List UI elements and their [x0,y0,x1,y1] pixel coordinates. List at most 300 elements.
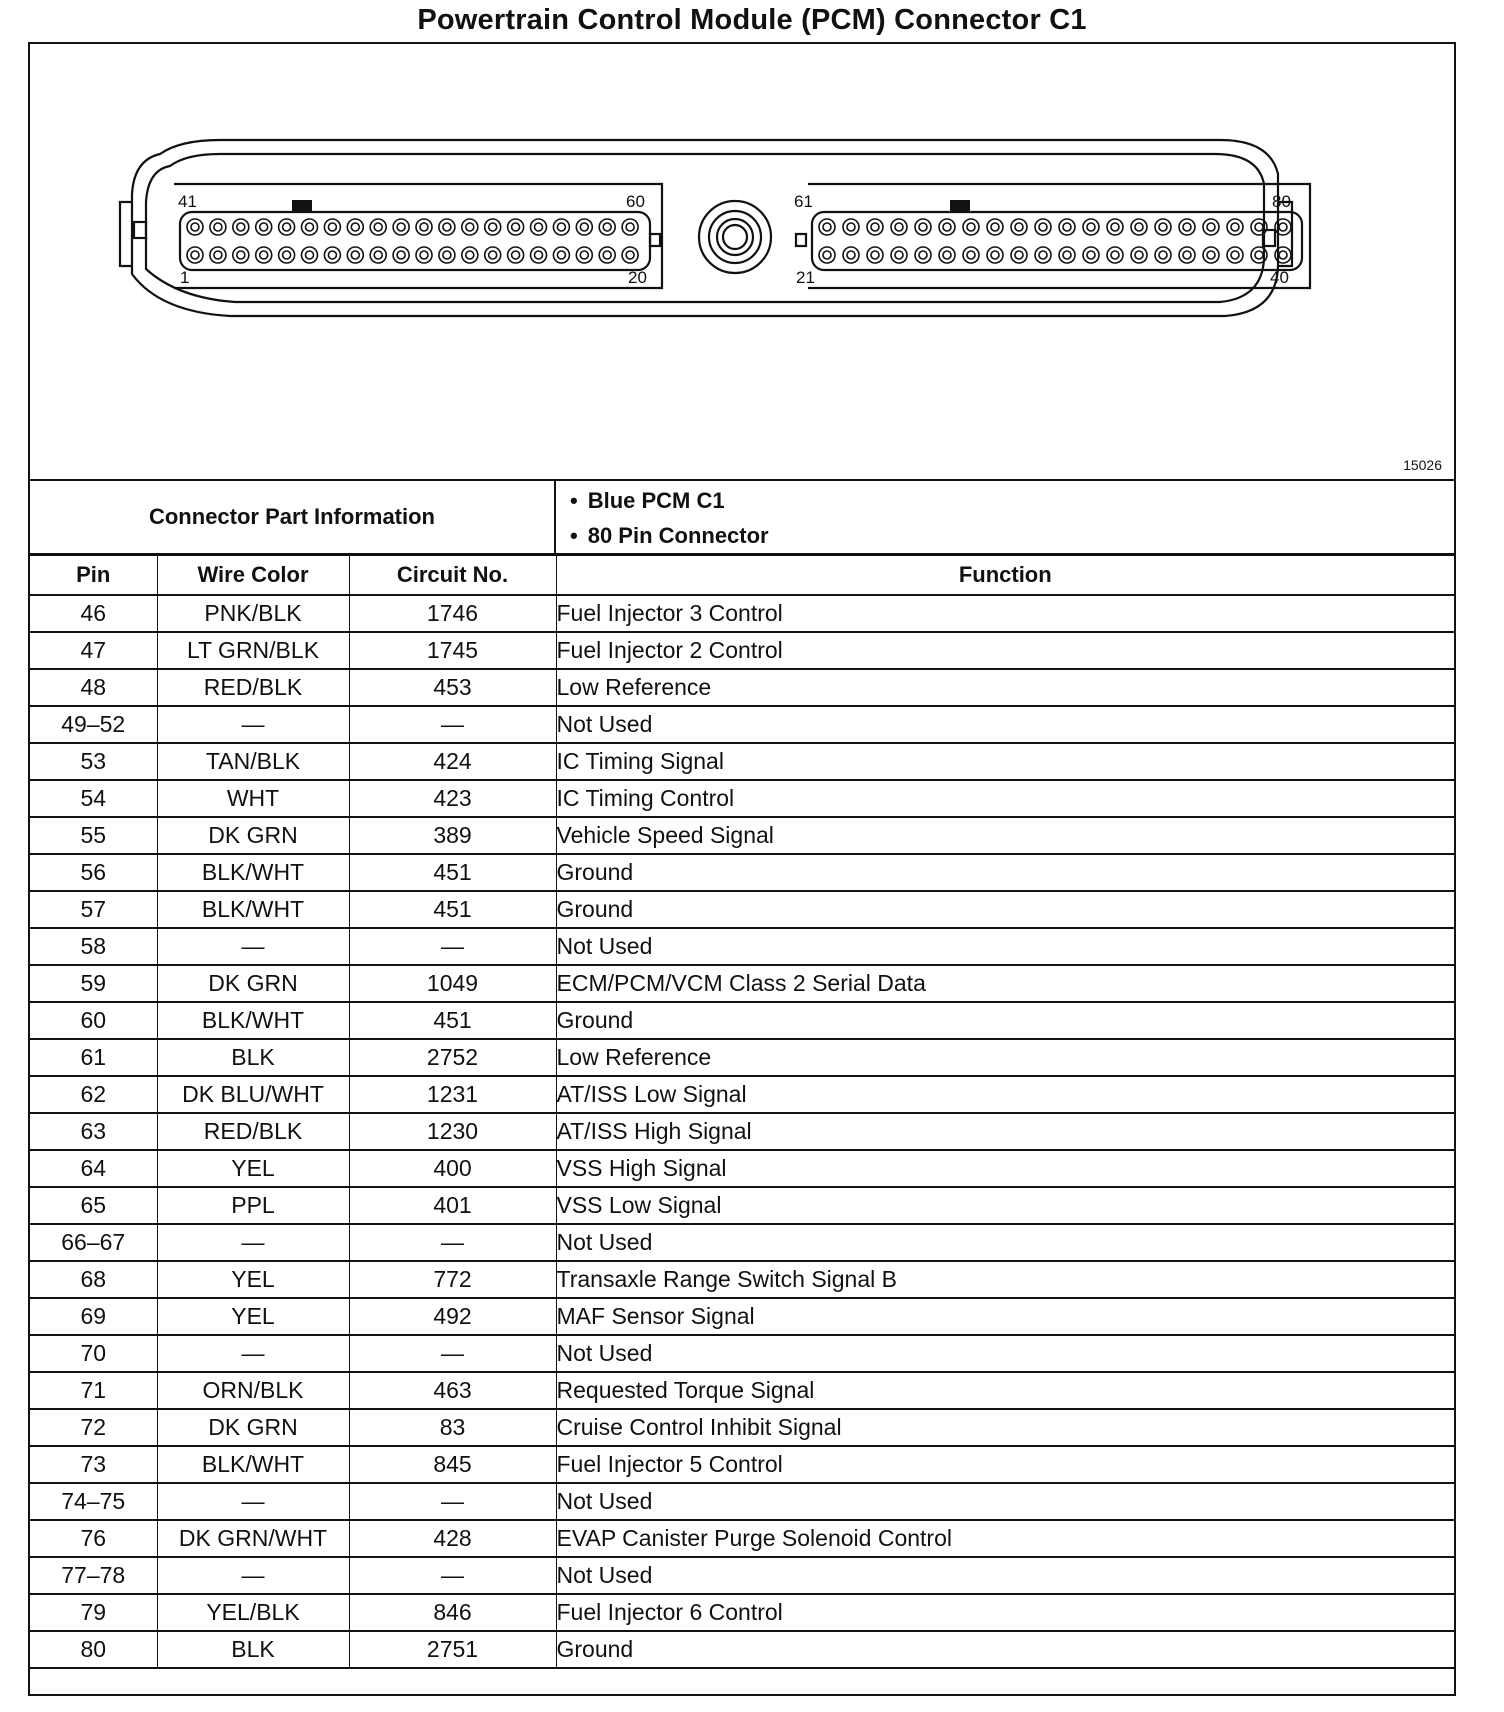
cell-pin: 70 [30,1335,157,1372]
cell-function: Cruise Control Inhibit Signal [556,1409,1454,1446]
cell-pin: 63 [30,1113,157,1150]
cell-pin: 54 [30,780,157,817]
pin-cavity [1155,219,1171,235]
pin-cavity [489,251,497,259]
pin-cavity [919,223,927,231]
pin-cavity [237,251,245,259]
pin-cavity [1039,223,1047,231]
cell-pin: 77–78 [30,1557,157,1594]
cell-function: AT/ISS High Signal [556,1113,1454,1150]
pin-cavity [576,247,592,263]
pin-cavity [393,247,409,263]
cell-pin: 65 [30,1187,157,1224]
cell-function: AT/ISS Low Signal [556,1076,1454,1113]
table-row [30,1483,1454,1520]
cell-wire-color: TAN/BLK [157,743,349,780]
pin-cavity [1179,247,1195,263]
pin-cavity [279,219,295,235]
table-row [30,817,1454,854]
pin-cavity [1015,251,1023,259]
pin-cavity [991,251,999,259]
cell-pin: 46 [30,595,157,632]
cell-function: VSS High Signal [556,1150,1454,1187]
cell-pin: 66–67 [30,1224,157,1261]
pin-cavity [535,223,543,231]
table-row [30,965,1454,1002]
pin-cavity [283,223,291,231]
pin-cavity [191,251,199,259]
pin-cavity [393,219,409,235]
cell-wire-color: YEL/BLK [157,1594,349,1631]
pin-cavity [237,223,245,231]
cell-circuit-no: 2752 [349,1039,556,1076]
cell-circuit-no: 453 [349,669,556,706]
cell-circuit-no: 845 [349,1446,556,1483]
table-row [30,1187,1454,1224]
cell-circuit-no: — [349,1557,556,1594]
cell-function: Requested Torque Signal [556,1372,1454,1409]
table-row [30,1631,1454,1668]
cell-circuit-no: — [349,1224,556,1261]
cell-wire-color: — [157,928,349,965]
pin-cavity [891,219,907,235]
pin-cavity [443,251,451,259]
cell-circuit-no: — [349,706,556,743]
cell-pin: 60 [30,1002,157,1039]
pin-cavity [939,219,955,235]
pin-cavity [260,223,268,231]
cell-function: Vehicle Speed Signal [556,817,1454,854]
pin-cavity [416,219,432,235]
pin-cavity [1035,247,1051,263]
cell-function: Ground [556,854,1454,891]
cell-wire-color: BLK [157,1039,349,1076]
page-title: Powertrain Control Module (PCM) Connector C1 [417,4,1087,36]
pin-cavity [535,251,543,259]
pin-cavity [1231,251,1239,259]
pin-cavity [420,251,428,259]
cell-pin: 47 [30,632,157,669]
cell-circuit-no: 389 [349,817,556,854]
cell-function: Transaxle Range Switch Signal B [556,1261,1454,1298]
pin-cavity [1135,223,1143,231]
pin-cavity [603,223,611,231]
figure-number: 15026 [1403,457,1442,473]
table-row [30,1076,1454,1113]
table-row [30,1002,1454,1039]
table-row [30,706,1454,743]
cell-function: VSS Low Signal [556,1187,1454,1224]
pin-cavity [847,223,855,231]
pin-cavity [191,223,199,231]
pin-cavity [443,223,451,231]
cell-circuit-no: 428 [349,1520,556,1557]
pin-cavity [553,219,569,235]
table-row [30,1261,1454,1298]
pin-cavity [1279,251,1287,259]
pin-cavity [622,219,638,235]
pin-cavity [1063,251,1071,259]
cell-wire-color: DK GRN [157,965,349,1002]
pin-cavity [370,219,386,235]
table-row [30,1557,1454,1594]
pin-cavity [466,251,474,259]
pin-cavity [306,251,314,259]
pin-label-61: 61 [794,192,813,211]
pin-cavity [1087,251,1095,259]
pin-cavity [374,251,382,259]
pin-cavity [210,247,226,263]
cell-circuit-no: 451 [349,1002,556,1039]
cell-function: Not Used [556,1483,1454,1520]
pin-cavity [1183,223,1191,231]
pin-cavity [1131,219,1147,235]
header-function: Function [556,556,1454,595]
pin-cavity [347,219,363,235]
cell-function: IC Timing Control [556,780,1454,817]
cell-function: Ground [556,891,1454,928]
pin-cavity [187,247,203,263]
cell-circuit-no: 2751 [349,1631,556,1668]
header-circuit-no: Circuit No. [349,556,556,595]
pin-cavity [1015,223,1023,231]
pin-row-group-left [187,219,638,263]
pin-row-group-right [819,219,1291,263]
pin-cavity [531,219,547,235]
pin-cavity [1203,219,1219,235]
pin-cavity [324,247,340,263]
pin-cavity [847,251,855,259]
cell-pin: 73 [30,1446,157,1483]
pin-cavity [439,219,455,235]
pin-cavity [915,219,931,235]
cell-circuit-no: 83 [349,1409,556,1446]
cell-wire-color: RED/BLK [157,669,349,706]
pin-cavity [891,247,907,263]
table-row [30,1409,1454,1446]
cell-wire-color: BLK/WHT [157,854,349,891]
cell-function: Not Used [556,1224,1454,1261]
pin-cavity [347,247,363,263]
cell-function: Ground [556,1002,1454,1039]
connector-part-information [30,481,1454,555]
pin-cavity [1227,219,1243,235]
table-row [30,595,1454,632]
pin-cavity [1111,251,1119,259]
pin-cavity [895,251,903,259]
cell-function: EVAP Canister Purge Solenoid Control [556,1520,1454,1557]
pin-cavity [823,223,831,231]
pin-cavity [370,247,386,263]
cell-circuit-no: 1231 [349,1076,556,1113]
header-wire-color: Wire Color [157,556,349,595]
cell-function: Not Used [556,706,1454,743]
cell-circuit-no: 424 [349,743,556,780]
connector-diagram [30,44,1454,481]
cell-circuit-no: 400 [349,1150,556,1187]
cell-circuit-no: 1746 [349,595,556,632]
pin-cavity [1183,251,1191,259]
cell-pin: 79 [30,1594,157,1631]
table-row [30,891,1454,928]
cell-wire-color: — [157,706,349,743]
cell-function: Not Used [556,1335,1454,1372]
pin-cavity [599,247,615,263]
cell-circuit-no: — [349,928,556,965]
pin-cavity [279,247,295,263]
pin-cavity [943,251,951,259]
table-row [30,1446,1454,1483]
cell-pin: 55 [30,817,157,854]
table-row [30,1113,1454,1150]
cell-circuit-no: 1049 [349,965,556,1002]
pin-cavity [1059,247,1075,263]
pin-cavity [485,219,501,235]
pin-cavity [1227,247,1243,263]
cell-function: Low Reference [556,669,1454,706]
cell-wire-color: — [157,1483,349,1520]
cell-pin: 72 [30,1409,157,1446]
cell-wire-color: BLK/WHT [157,1002,349,1039]
cell-wire-color: LT GRN/BLK [157,632,349,669]
cell-function: Fuel Injector 5 Control [556,1446,1454,1483]
pin-cavity [214,223,222,231]
connector-sheet [28,42,1456,1696]
pin-cavity [1087,223,1095,231]
pin-cavity [626,251,634,259]
cell-wire-color: DK GRN [157,817,349,854]
pin-cavity [1279,223,1287,231]
pin-cavity [843,247,859,263]
pin-cavity [1083,219,1099,235]
pin-cavity [1063,223,1071,231]
pin-cavity [915,247,931,263]
part-info-pin-count: • 80 Pin Connector [570,518,769,553]
table-row [30,743,1454,780]
cell-pin: 53 [30,743,157,780]
pin-cavity [233,247,249,263]
pin-cavity [867,247,883,263]
pin-label-60: 60 [626,192,645,211]
table-row [30,1039,1454,1076]
pin-cavity [233,219,249,235]
part-info-color: • Blue PCM C1 [570,483,769,518]
cell-function: Fuel Injector 2 Control [556,632,1454,669]
cell-pin: 49–52 [30,706,157,743]
cell-wire-color: RED/BLK [157,1113,349,1150]
cell-wire-color: — [157,1224,349,1261]
pin-cavity [1059,219,1075,235]
cell-circuit-no: 401 [349,1187,556,1224]
pin-cavity [557,223,565,231]
connector-key-right [950,200,970,212]
table-row [30,1372,1454,1409]
pin-cavity [871,251,879,259]
pin-cavity [1035,219,1051,235]
pin-cavity [1107,247,1123,263]
pin-cavity [871,223,879,231]
pin-cavity [553,247,569,263]
cell-pin: 56 [30,854,157,891]
pin-cavity [1207,223,1215,231]
pin-label-20: 20 [628,268,647,287]
pin-function-table [30,555,1454,1669]
cell-wire-color: WHT [157,780,349,817]
pin-cavity [576,219,592,235]
pin-cavity [1039,251,1047,259]
cell-function: MAF Sensor Signal [556,1298,1454,1335]
pin-cavity [967,223,975,231]
pin-cavity-block-right [812,212,1302,270]
cell-function: ECM/PCM/VCM Class 2 Serial Data [556,965,1454,1002]
pin-cavity [306,223,314,231]
cell-wire-color: PPL [157,1187,349,1224]
pin-cavity [508,247,524,263]
cell-pin: 48 [30,669,157,706]
pin-cavity [580,223,588,231]
cell-wire-color: YEL [157,1298,349,1335]
pin-cavity [819,247,835,263]
cell-pin: 64 [30,1150,157,1187]
pin-cavity [462,247,478,263]
pin-cavity [867,219,883,235]
cell-wire-color: — [157,1557,349,1594]
cell-function: Not Used [556,1557,1454,1594]
pin-cavity [1255,251,1263,259]
pin-cavity [1203,247,1219,263]
pin-cavity [843,219,859,235]
table-row [30,669,1454,706]
pin-cavity [508,219,524,235]
pin-cavity [1083,247,1099,263]
cell-circuit-no: — [349,1335,556,1372]
connector-face-drawing [30,44,1454,479]
cell-pin: 76 [30,1520,157,1557]
cell-circuit-no: 451 [349,891,556,928]
cell-circuit-no: 423 [349,780,556,817]
pin-cavity [328,251,336,259]
pin-cavity [302,219,318,235]
cell-wire-color: PNK/BLK [157,595,349,632]
pin-cavity [626,223,634,231]
pin-cavity [466,223,474,231]
table-row [30,1594,1454,1631]
part-info-label: Connector Part Information [30,481,556,553]
cell-function: Not Used [556,928,1454,965]
pin-cavity [1159,223,1167,231]
table-row [30,1224,1454,1261]
cell-wire-color: ORN/BLK [157,1372,349,1409]
cell-wire-color: DK GRN [157,1409,349,1446]
pin-cavity [557,251,565,259]
pin-cavity [1131,247,1147,263]
connector-outer-shell [132,140,1278,316]
part-info-list [570,483,769,553]
table-row [30,854,1454,891]
pin-cavity [1107,219,1123,235]
cell-wire-color: YEL [157,1261,349,1298]
header-pin: Pin [30,556,157,595]
pin-cavity [1155,247,1171,263]
cell-function: Fuel Injector 3 Control [556,595,1454,632]
pin-cavity [512,251,520,259]
pin-label-40: 40 [1270,268,1289,287]
table-row [30,1150,1454,1187]
pin-cavity [1179,219,1195,235]
pin-cavity [1231,223,1239,231]
table-row [30,1335,1454,1372]
cell-circuit-no: 1745 [349,632,556,669]
cell-pin: 69 [30,1298,157,1335]
pin-cavity [374,223,382,231]
pin-cavity [919,251,927,259]
pin-cavity [1011,247,1027,263]
pin-cavity [963,247,979,263]
pin-cavity [512,223,520,231]
table-row [30,928,1454,965]
connector-key-left [292,200,312,212]
cell-pin: 57 [30,891,157,928]
table-row [30,780,1454,817]
pin-cavity [1255,223,1263,231]
cell-function: IC Timing Signal [556,743,1454,780]
table-header-row [30,556,1454,595]
pin-cavity [351,223,359,231]
pin-cavity [819,219,835,235]
pin-cavity [214,251,222,259]
pin-label-21: 21 [796,268,815,287]
pin-cavity [397,251,405,259]
pin-cavity [895,223,903,231]
pin-cavity [991,223,999,231]
pin-cavity [987,247,1003,263]
cell-function: Ground [556,1631,1454,1668]
pin-cavity [823,251,831,259]
pin-cavity [351,251,359,259]
cell-circuit-no: 492 [349,1298,556,1335]
cell-wire-color: BLK [157,1631,349,1668]
cell-function: Low Reference [556,1039,1454,1076]
pin-label-80: 80 [1272,192,1291,211]
pin-cavity [599,219,615,235]
pin-cavity [943,223,951,231]
pin-cavity [967,251,975,259]
pin-cavity [256,219,272,235]
pin-cavity [260,251,268,259]
pin-cavity [603,251,611,259]
cell-function: Fuel Injector 6 Control [556,1594,1454,1631]
cell-circuit-no: 1230 [349,1113,556,1150]
pin-cavity [622,247,638,263]
cell-pin: 59 [30,965,157,1002]
pin-cavity [397,223,405,231]
cell-circuit-no: 463 [349,1372,556,1409]
cell-pin: 71 [30,1372,157,1409]
cell-circuit-no: 846 [349,1594,556,1631]
pin-cavity [485,247,501,263]
cell-pin: 58 [30,928,157,965]
pin-cavity [256,247,272,263]
cell-pin: 68 [30,1261,157,1298]
cell-pin: 61 [30,1039,157,1076]
pin-cavity [328,223,336,231]
pin-cavity [420,223,428,231]
cell-wire-color: BLK/WHT [157,1446,349,1483]
cell-wire-color: DK GRN/WHT [157,1520,349,1557]
pin-cavity [531,247,547,263]
pin-cavity [439,247,455,263]
pin-cavity [489,223,497,231]
